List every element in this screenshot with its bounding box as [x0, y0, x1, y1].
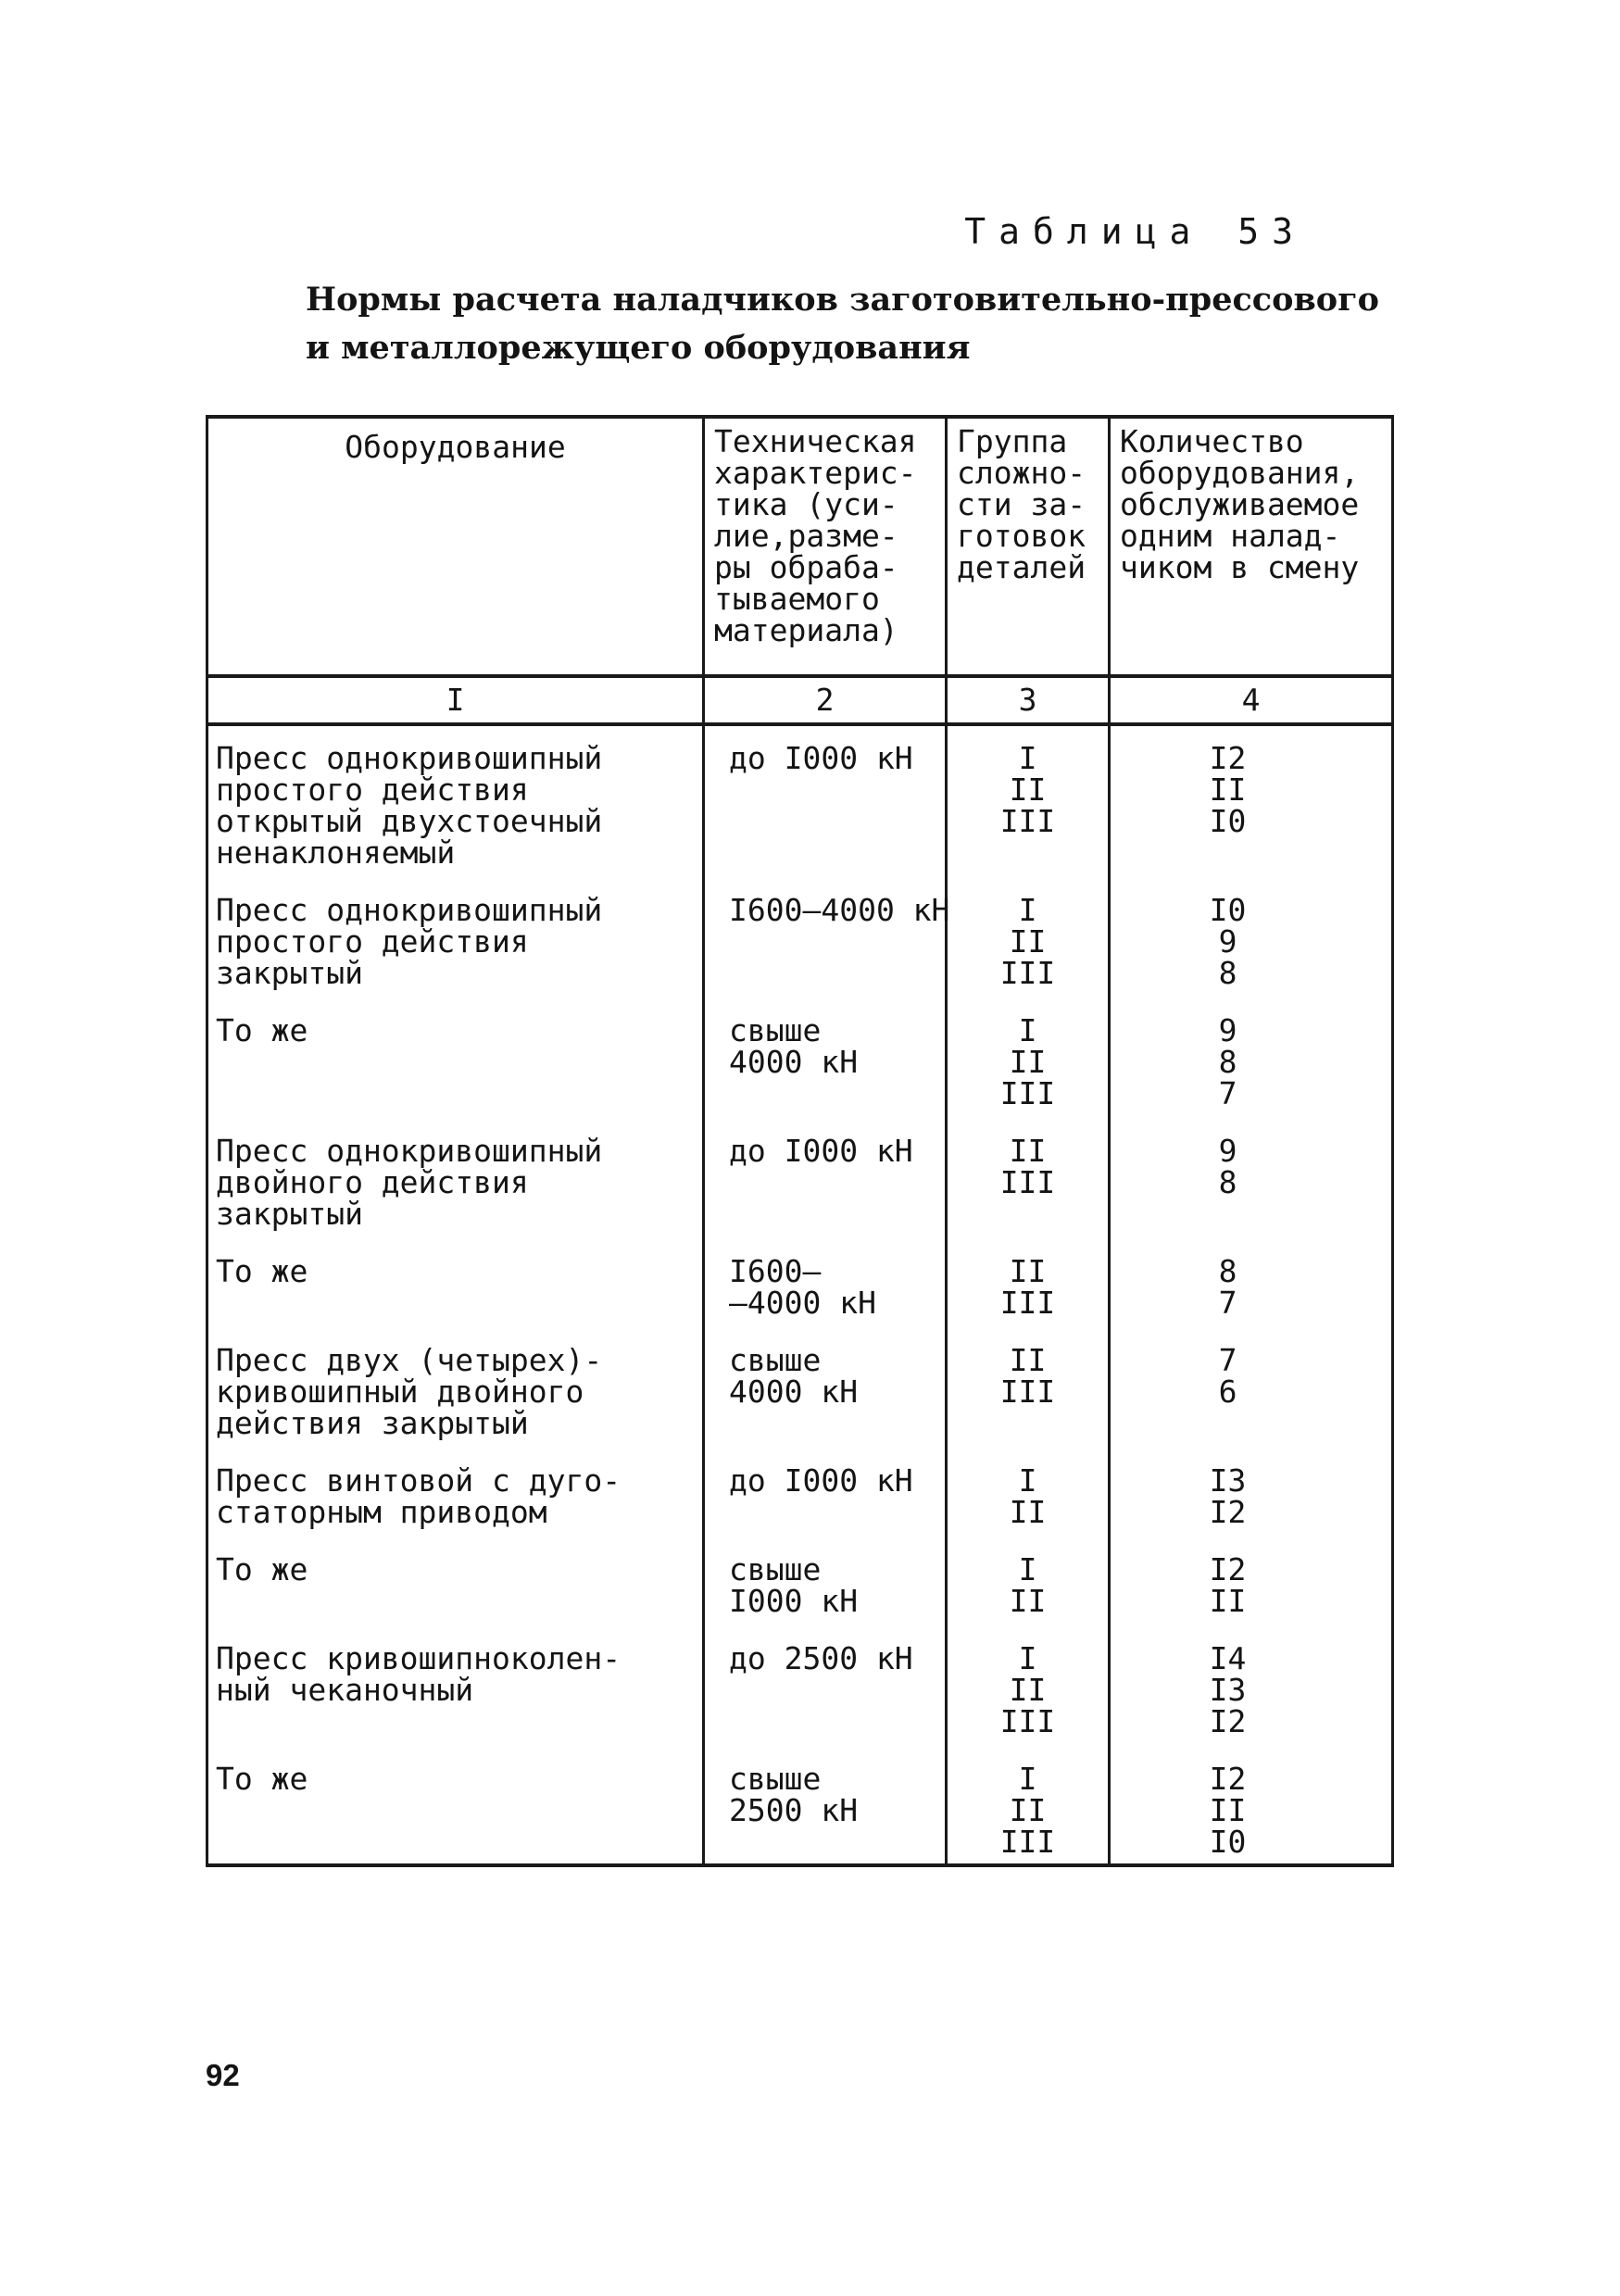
group-value: II — [1009, 1672, 1047, 1708]
equipment-line: То же — [216, 1551, 308, 1587]
qty-value: 9 — [1218, 1012, 1237, 1048]
table-body — [207, 724, 1393, 1865]
tech-line: до I000 кН — [729, 740, 913, 776]
header-line: обслуживаемое — [1120, 486, 1360, 522]
qty-value: I2 — [1209, 1551, 1247, 1587]
tech-line: до I000 кН — [729, 1133, 913, 1169]
group-value: III — [999, 1824, 1056, 1860]
table-row — [207, 1537, 1393, 1626]
tech-line: до 2500 кН — [729, 1640, 913, 1676]
group-value: I — [1018, 1012, 1037, 1048]
header-line: сти за- — [957, 486, 1086, 522]
group-cell — [947, 724, 1110, 878]
equipment-line: открытый двухстоечный — [216, 803, 603, 839]
table-row — [207, 724, 1393, 878]
table-row — [207, 1449, 1393, 1537]
equipment-cell — [207, 724, 704, 878]
equipment-cell — [207, 1239, 704, 1328]
table-title — [306, 276, 1379, 372]
table-row — [207, 878, 1393, 998]
header-line: одним налад- — [1120, 518, 1341, 554]
qty-cell — [1110, 1747, 1393, 1865]
qty-value: I0 — [1209, 892, 1247, 928]
qty-value: 9 — [1218, 1133, 1237, 1169]
group-value: II — [1009, 1342, 1047, 1378]
tech-cell — [704, 1328, 947, 1449]
header-line: деталей — [957, 549, 1086, 585]
header-line: готовок — [957, 518, 1086, 554]
header-line: характерис- — [714, 455, 917, 491]
equipment-line: Пресс винтовой с дуго- — [216, 1462, 622, 1499]
equipment-cell — [207, 1449, 704, 1537]
qty-value: I2 — [1209, 740, 1247, 776]
column-number: 4 — [1110, 676, 1393, 724]
equipment-line: простого действия — [216, 772, 529, 808]
tech-line: I600– — [729, 1253, 822, 1289]
group-value: I — [1018, 1640, 1037, 1676]
qty-value: 6 — [1218, 1374, 1237, 1410]
group-value: II — [1009, 1583, 1047, 1619]
tech-line: свыше — [729, 1342, 822, 1378]
qty-value: 8 — [1218, 1164, 1237, 1200]
group-cell — [947, 878, 1110, 998]
tech-line: I000 кН — [729, 1583, 859, 1619]
group-value: III — [999, 1285, 1056, 1321]
column-number: 2 — [704, 676, 947, 724]
header-line: лие,разме- — [714, 518, 898, 554]
group-cell — [947, 1747, 1110, 1865]
qty-value: II — [1209, 1583, 1247, 1619]
equipment-cell — [207, 1328, 704, 1449]
group-value: III — [999, 955, 1056, 991]
group-value: II — [1009, 1792, 1047, 1828]
qty-cell — [1110, 1626, 1393, 1747]
group-value: II — [1009, 1494, 1047, 1530]
tech-line: 4000 кН — [729, 1374, 859, 1410]
group-cell — [947, 1537, 1110, 1626]
tech-cell — [704, 1119, 947, 1239]
header-line: Техническая — [714, 423, 917, 459]
equipment-line: кривошипный двойного — [216, 1374, 584, 1410]
qty-cell — [1110, 724, 1393, 878]
equipment-line: Пресс однокривошипный — [216, 892, 603, 928]
equipment-cell — [207, 1747, 704, 1865]
table-row — [207, 1119, 1393, 1239]
group-value: II — [1009, 772, 1047, 808]
group-cell — [947, 998, 1110, 1119]
qty-value: I2 — [1209, 1494, 1247, 1530]
tech-line: 2500 кН — [729, 1792, 859, 1828]
header-line: ры обраба- — [714, 549, 898, 585]
qty-cell — [1110, 1537, 1393, 1626]
column-number-row — [207, 676, 1393, 724]
tech-cell — [704, 724, 947, 878]
group-value: I — [1018, 1761, 1037, 1797]
qty-value: I2 — [1209, 1703, 1247, 1739]
equipment-line: ный чеканочный — [216, 1672, 474, 1708]
equipment-line: закрытый — [216, 955, 363, 991]
group-cell — [947, 1119, 1110, 1239]
table-row — [207, 998, 1393, 1119]
qty-value: I2 — [1209, 1761, 1247, 1797]
header-line: материала) — [714, 612, 898, 648]
qty-value: 8 — [1218, 955, 1237, 991]
qty-cell — [1110, 1328, 1393, 1449]
header-line: Группа — [957, 423, 1068, 459]
header-line: Количество — [1120, 423, 1304, 459]
header-line: оборудования, — [1120, 455, 1360, 491]
group-value: II — [1009, 923, 1047, 960]
tech-cell — [704, 1747, 947, 1865]
equipment-line: То же — [216, 1012, 308, 1048]
tech-cell — [704, 998, 947, 1119]
table-row — [207, 1626, 1393, 1747]
qty-value: I0 — [1209, 1824, 1247, 1860]
group-value: III — [999, 1374, 1056, 1410]
equipment-line: Пресс кривошипноколен- — [216, 1640, 622, 1676]
table-label: Таблица 53 — [964, 211, 1306, 252]
qty-cell — [1110, 1119, 1393, 1239]
qty-value: 8 — [1218, 1044, 1237, 1080]
equipment-line: закрытый — [216, 1196, 363, 1232]
tech-line: –4000 кН — [729, 1285, 876, 1321]
header-qty — [1110, 417, 1393, 676]
equipment-line: простого действия — [216, 923, 529, 960]
tech-line: свыше — [729, 1551, 822, 1587]
equipment-line: То же — [216, 1253, 308, 1289]
group-value: I — [1018, 1462, 1037, 1499]
group-value: II — [1009, 1253, 1047, 1289]
qty-value: 7 — [1218, 1075, 1237, 1111]
tech-line: свыше — [729, 1761, 822, 1797]
group-value: I — [1018, 1551, 1037, 1587]
group-cell — [947, 1449, 1110, 1537]
page-number: 92 — [206, 2058, 240, 2092]
group-value: III — [999, 1075, 1056, 1111]
group-value: III — [999, 803, 1056, 839]
tech-line: 4000 кН — [729, 1044, 859, 1080]
header-line: сложно- — [957, 455, 1086, 491]
group-cell — [947, 1328, 1110, 1449]
equipment-cell — [207, 998, 704, 1119]
qty-value: 9 — [1218, 923, 1237, 960]
equipment-cell — [207, 1626, 704, 1747]
tech-line: свыше — [729, 1012, 822, 1048]
header-row — [207, 417, 1393, 676]
qty-cell — [1110, 1239, 1393, 1328]
equipment-cell — [207, 1119, 704, 1239]
qty-value: I3 — [1209, 1462, 1247, 1499]
group-value: III — [999, 1703, 1056, 1739]
table-row — [207, 1328, 1393, 1449]
equipment-line: действия закрытый — [216, 1405, 529, 1441]
table-row — [207, 1239, 1393, 1328]
tech-cell — [704, 878, 950, 998]
tech-line: до I000 кН — [729, 1462, 913, 1499]
qty-value: I0 — [1209, 803, 1247, 839]
tech-cell — [704, 1239, 947, 1328]
norms-table — [206, 415, 1394, 1867]
group-cell — [947, 1239, 1110, 1328]
tech-cell — [704, 1449, 947, 1537]
tech-cell — [704, 1626, 947, 1747]
group-value: I — [1018, 740, 1037, 776]
tech-cell — [704, 1537, 947, 1626]
qty-cell — [1110, 1449, 1393, 1537]
header-line: тика (уси- — [714, 486, 898, 522]
equipment-line: Пресс однокривошипный — [216, 740, 603, 776]
tech-line: I600–4000 кН — [729, 892, 950, 928]
title-line: и металлорежущего оборудования — [306, 329, 971, 367]
qty-value: 8 — [1218, 1253, 1237, 1289]
qty-cell — [1110, 878, 1393, 998]
header-equipment — [207, 417, 704, 676]
group-value: II — [1009, 1133, 1047, 1169]
group-cell — [947, 1626, 1110, 1747]
equipment-line: То же — [216, 1761, 308, 1797]
equipment-line: ненаклоняемый — [216, 834, 456, 871]
title-line: Нормы расчета наладчиков заготовительно-прессового — [306, 281, 1379, 319]
qty-value: I3 — [1209, 1672, 1247, 1708]
qty-value: II — [1209, 772, 1247, 808]
table-row — [207, 1747, 1393, 1865]
group-value: III — [999, 1164, 1056, 1200]
qty-value: 7 — [1218, 1342, 1237, 1378]
header-line: Оборудование — [345, 429, 566, 465]
column-number: I — [207, 676, 704, 724]
qty-cell — [1110, 998, 1393, 1119]
qty-value: 7 — [1218, 1285, 1237, 1321]
header-group — [947, 417, 1110, 676]
equipment-cell — [207, 878, 704, 998]
header-tech — [704, 417, 947, 676]
equipment-line: Пресс двух (четырех)- — [216, 1342, 603, 1378]
qty-value: II — [1209, 1792, 1247, 1828]
equipment-cell — [207, 1537, 704, 1626]
column-number: 3 — [947, 676, 1110, 724]
equipment-line: статорным приводом — [216, 1494, 547, 1530]
header-line: чиком в смену — [1120, 549, 1360, 585]
equipment-line: Пресс однокривошипный — [216, 1133, 603, 1169]
group-value: I — [1018, 892, 1037, 928]
qty-value: I4 — [1209, 1640, 1247, 1676]
group-value: II — [1009, 1044, 1047, 1080]
header-line: тываемого — [714, 581, 880, 617]
equipment-line: двойного действия — [216, 1164, 529, 1200]
